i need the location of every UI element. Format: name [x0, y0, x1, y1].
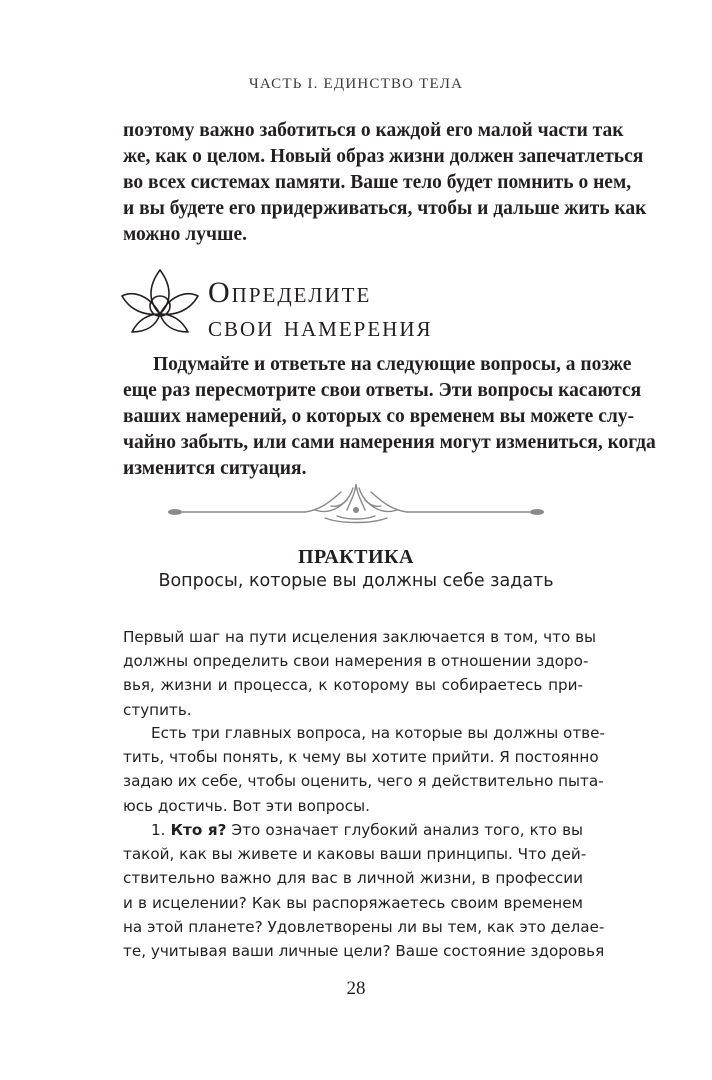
text-line: должны определить свои намерения в отношении здоро-	[123, 652, 589, 671]
text-line: чайно забыть, или сами намерения могут измениться, когда	[123, 432, 656, 453]
text-line: задаю их себе, чтобы оценить, чего я действительно пыта-	[123, 772, 604, 791]
item-number: 1.	[151, 821, 166, 839]
text-line: ствительно важно для вас в личной жизни, в профессии	[123, 869, 583, 888]
text-line: Первый шаг на пути исцеления заключается в том, что вы	[123, 628, 597, 646]
section-heading-line: свои намерения	[208, 310, 433, 343]
practice-paragraph	[123, 625, 597, 722]
text-line: и вы будете его придерживаться, чтобы и дальше жить как	[123, 198, 647, 219]
text-line: те, учитывая ваши личные цели? Ваше состояние здоровья	[123, 942, 605, 961]
text-line	[123, 818, 583, 842]
text-line: поэтому важно заботиться о каждой его малой части так	[123, 120, 624, 141]
text-line: ваших намерений, о которых со временем вы можете слу-	[123, 406, 635, 427]
text-line: вья, жизни и процесса, к которому вы собираетесь при-	[123, 676, 583, 695]
lotus-icon	[118, 266, 202, 336]
section-heading-line: Определите	[208, 276, 372, 309]
text-line: юсь достичь. Вот эти вопросы.	[123, 796, 370, 815]
text-line: Подумайте и ответьте на следующие вопросы, а позже	[153, 354, 632, 375]
practice-title: ПРАКТИКА	[297, 546, 414, 568]
text-line: изменится ситуация.	[123, 458, 307, 479]
running-head: ЧАСТЬ I. ЕДИНСТВО ТЕЛА	[248, 76, 464, 92]
intro-paragraph	[123, 118, 647, 248]
text-line: такой, как вы живете и каковы ваши принципы. Что дей-	[123, 845, 587, 864]
item-text: Это означает глубокий анализ того, кто вы	[231, 821, 584, 839]
text-line: и в исцелении? Как вы распоряжаетесь своим временем	[123, 893, 583, 912]
practice-subtitle: Вопросы, которые вы должны себе задать	[158, 571, 554, 591]
text-line: же, как о целом. Новый образ жизни должен запечатлеться	[123, 146, 644, 167]
text-line: на этой планете? Удовлетворены ли вы тем, как это делае-	[123, 917, 605, 936]
text-line: тить, чтобы понять, к чему вы хотите прийти. Я постоянно	[123, 748, 599, 767]
page-number: 28	[346, 978, 366, 999]
floral-ornament-divider	[165, 480, 547, 524]
practice-paragraph	[123, 721, 605, 818]
text-line: можно лучше.	[123, 224, 247, 245]
text-line: ступить.	[123, 700, 192, 719]
question-item	[123, 818, 605, 963]
text-line: еще раз пересмотрите свои ответы. Эти вопросы касаются	[123, 380, 642, 401]
text-line: во всех системах памяти. Ваше тело будет помнить о нем,	[123, 172, 632, 193]
section-paragraph	[123, 352, 656, 482]
question-bold: Кто я?	[170, 821, 227, 839]
text-line: Есть три главных вопроса, на которые вы должны отве-	[151, 724, 605, 742]
section-heading	[118, 260, 588, 350]
